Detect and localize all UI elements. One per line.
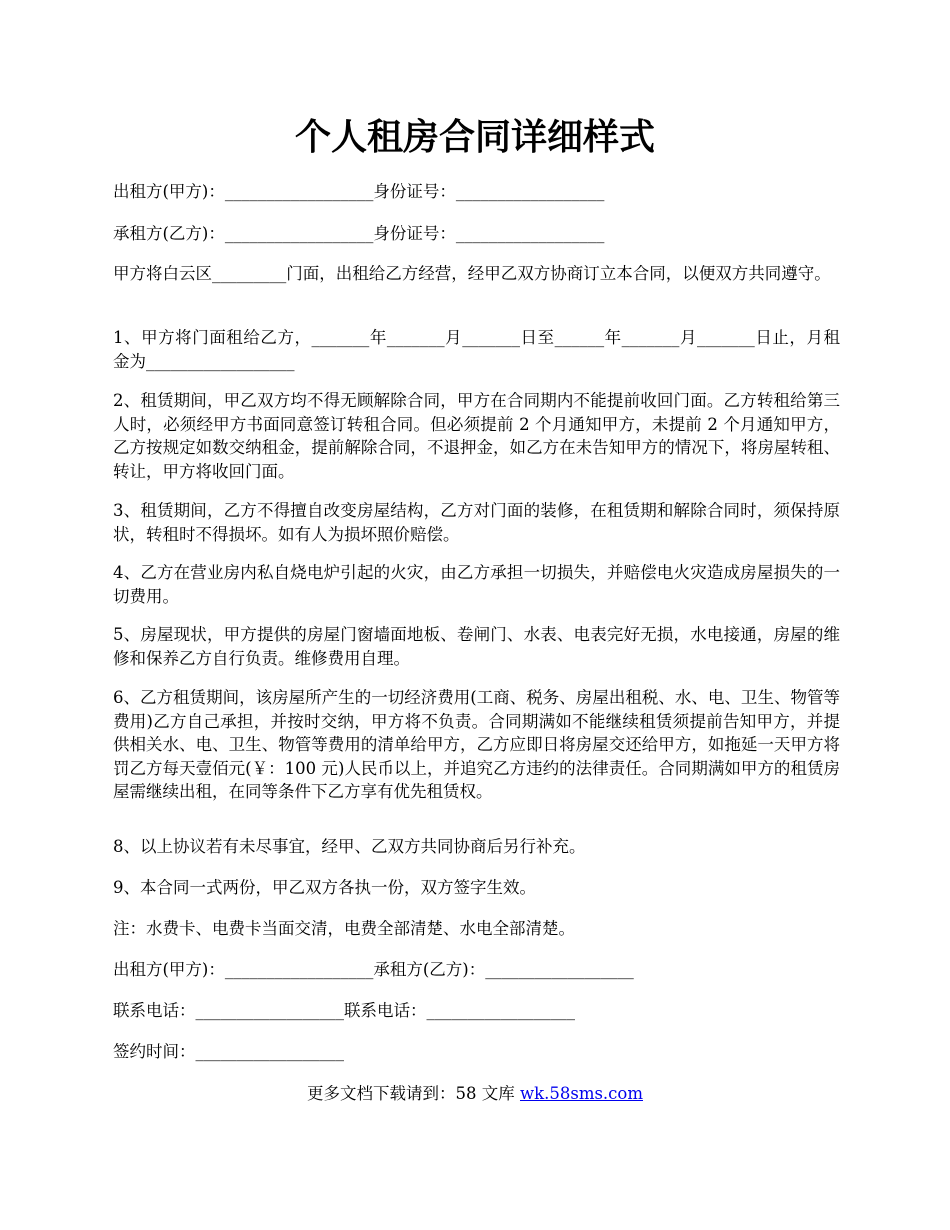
footer (0, 1082, 950, 1105)
lessor-line: 出租方(甲方)：__________________身份证号：__________________ (113, 182, 605, 201)
clause-3: 3、租赁期间，乙方不得擅自改变房屋结构，乙方对门面的装修，在租赁期和解除合同时，须保持原状，转租时不得损坏。如有人为损坏照价赔偿。 (113, 501, 840, 544)
signature-parties: 出租方(甲方)：__________________承租方(乙方)：__________________ (113, 960, 634, 979)
clause-4: 4、乙方在营业房内私自烧电炉引起的火灾，由乙方承担一切损失，并赔偿电火灾造成房屋损失的一切费用。 (113, 563, 840, 606)
clause-6: 6、乙方租赁期间，该房屋所产生的一切经济费用(工商、税务、房屋出租税、水、电、卫生、物管等费用)乙方自己承担，并按时交纳，甲方将不负责。合同期满如不能继续租赁须提前告知甲方，并提供相关水、电、卫生、物管等费用的清单给甲方，乙方应即日将房屋交还给甲方，如拖延一天甲方将罚乙方每天壹佰元(￥：100 元)人民币以上，并追究乙方违约的法律责任。合同期满如甲方的租赁房屋需继续出租，在同等条件下乙方享有优先租赁权。 (113, 688, 840, 801)
clause-2: 2、租赁期间，甲乙双方均不得无顾解除合同，甲方在合同期内不能提前收回门面。乙方转租给第三人时，必须经甲方书面同意签订转租合同。但必须提前 2 个月通知甲方，未提前 2 个月通知甲方，乙方按规定如数交纳租金，提前解除合同，不退押金，如乙方在未告知甲方的情况下，将房屋转租、转让，甲方将收回门面。 (113, 391, 840, 481)
clause-5: 5、房屋现状，甲方提供的房屋门窗墙面地板、卷闸门、水表、电表完好无损，水电接通，房屋的维修和保养乙方自行负责。维修费用自理。 (113, 625, 840, 668)
lessee-line: 承租方(乙方)：__________________身份证号：__________________ (113, 224, 605, 243)
signature-date: 签约时间：__________________ (113, 1042, 344, 1061)
signature-phones: 联系电话：__________________联系电话：__________________ (113, 1001, 575, 1020)
footer-link[interactable]: wk.58sms.com (519, 1084, 643, 1103)
footer-text: 更多文档下载请到：58 文库 (306, 1084, 520, 1103)
note: 注：水费卡、电费卡当面交清，电费全部清楚、水电全部清楚。 (113, 919, 575, 938)
page-title: 个人租房合同详细样式 (294, 116, 655, 158)
clause-9: 9、本合同一式两份，甲乙双方各执一份，双方签字生效。 (113, 878, 536, 897)
intro-paragraph: 甲方将白云区_________门面，出租给乙方经营，经甲乙双方协商订立本合同，以便双方共同遵守。 (113, 264, 831, 283)
clause-1: 1、甲方将门面租给乙方，_______年_______月_______日至______年_______月_______日止，月租金为__________________ (113, 328, 840, 371)
clause-8: 8、以上协议若有未尽事宜，经甲、乙双方共同协商后另行补充。 (113, 837, 586, 856)
